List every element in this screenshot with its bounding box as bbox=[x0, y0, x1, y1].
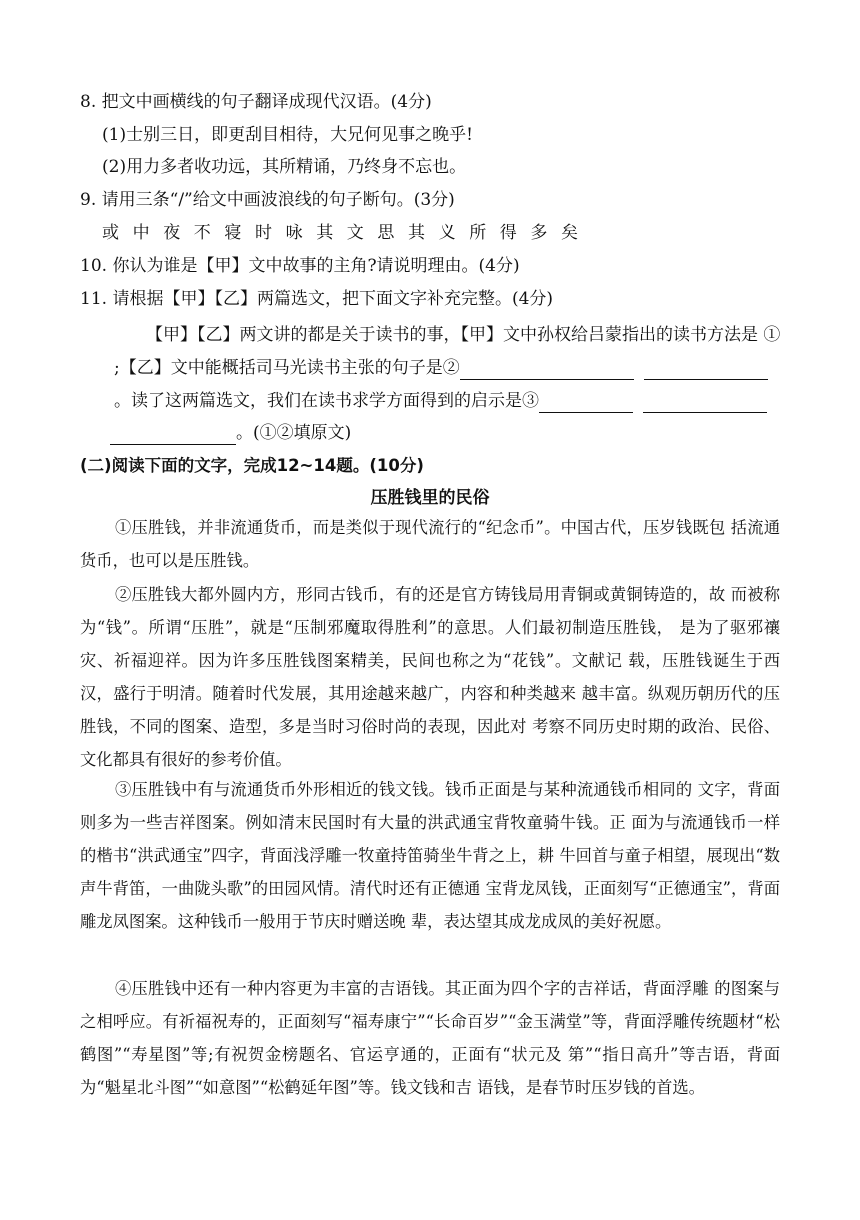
question-10-stem: 10. 你认为谁是【甲】文中故事的主角?请说明理由。(4分) bbox=[80, 256, 520, 276]
question-8-stem: 8. 把文中画横线的句子翻译成现代汉语。(4分) bbox=[80, 92, 432, 112]
question-11-line-2-text: ;【乙】文中能概括司马光读书主张的句子是② bbox=[114, 358, 460, 378]
paragraph-1-text: ①压胜钱，并非流通货币，而是类似于现代流行的“纪念币”。中国古代，压岁钱既包 括流通货币，也可以是压胜钱。 bbox=[80, 518, 780, 570]
article-paragraph-4 bbox=[80, 972, 780, 1104]
question-8-sentence-1: (1)士别三日，即更刮目相待，大兄何见事之晚乎! bbox=[102, 125, 473, 145]
question-11-line-1: 【甲】【乙】两文讲的都是关于读书的事，【甲】文中孙权给吕蒙指出的读书方法是 ① bbox=[146, 325, 781, 345]
question-9-stem: 9. 请用三条“/”给文中画波浪线的句子断句。(3分) bbox=[80, 190, 455, 210]
question-11-line-2 bbox=[114, 356, 768, 380]
paragraph-4-text: ④压胜钱中还有一种内容更为丰富的吉语钱。其正面为四个字的吉祥话，背面浮雕 的图案与之相呼应。有祈福祝寿的，正面刻写“福寿康宁”“长命百岁”“金玉满堂”等，背面浮雕传统题材“松鹤图”“寿星图”等;有祝贺金榜题名、官运亨通的，正面有“状元及 第”“指日高升”等吉语，背面为“魁星北斗图”“如意图”“松鹤延年图”等。钱文钱和吉 语钱，是春节时压岁钱的首选。 bbox=[80, 979, 780, 1097]
answer-blank-3c[interactable] bbox=[110, 424, 236, 445]
question-8-sentence-2: (2)用力多者收功远，其所精诵，乃终身不忘也。 bbox=[102, 157, 467, 177]
answer-blank-3a[interactable] bbox=[539, 392, 633, 413]
section-2-header: (二)阅读下面的文字，完成12~14题。(10分) bbox=[80, 456, 424, 475]
article-paragraph-3 bbox=[80, 773, 780, 938]
answer-blank-2a[interactable] bbox=[460, 359, 634, 380]
question-11-line-4-text: 。(①②填原文) bbox=[236, 423, 352, 443]
question-11-line-3-text: 。读了这两篇选文，我们在读书求学方面得到的启示是③ bbox=[114, 391, 539, 411]
question-11-line-4 bbox=[110, 421, 351, 445]
article-title: 压胜钱里的民俗 bbox=[370, 488, 490, 508]
answer-blank-2b[interactable] bbox=[644, 359, 768, 380]
article-paragraph-1 bbox=[80, 511, 780, 577]
question-11-line-3 bbox=[114, 389, 767, 413]
question-11-stem: 11. 请根据【甲】【乙】两篇选文，把下面文字补充完整。(4分) bbox=[80, 289, 554, 309]
answer-blank-3b[interactable] bbox=[643, 392, 767, 413]
article-paragraph-2 bbox=[80, 578, 780, 776]
paragraph-3-text: ③压胜钱中有与流通货币外形相近的钱文钱。钱币正面是与某种流通钱币相同的 文字，背面则多为一些吉祥图案。例如清末民国时有大量的洪武通宝背牧童骑牛钱。正 面为与流通钱币一样的楷书“洪武通宝”四字，背面浅浮雕一牧童持笛骑坐牛背之上，耕 牛回首与童子相望，展现出“数声牛背笛，一曲陇头歌”的田园风情。清代时还有正德通 宝背龙凤钱，正面刻写“正德通宝”，背面雕龙凤图案。这种钱币一般用于节庆时赠送晚 辈，表达望其成龙成凤的美好祝愿。 bbox=[80, 780, 780, 931]
question-9-sentence: 或中夜不寝时咏其文思其义所得多矣 bbox=[102, 223, 592, 243]
paragraph-2-text: ②压胜钱大都外圆内方，形同古钱币，有的还是官方铸钱局用青铜或黄铜铸造的，故 而被称为“钱”。所谓“压胜”，就是“压制邪魔取得胜利”的意思。人们最初制造压胜钱， 是为了驱邪禳灾、祈福迎祥。因为许多压胜钱图案精美，民间也称之为“花钱”。文献记 载，压胜钱诞生于西汉，盛行于明清。随着时代发展，其用途越来越广，内容和种类越来 越丰富。纵观历朝历代的压胜钱，不同的图案、造型，多是当时习俗时尚的表现，因此对 考察不同历史时期的政治、民俗、文化都具有很好的参考价值。 bbox=[80, 585, 780, 769]
